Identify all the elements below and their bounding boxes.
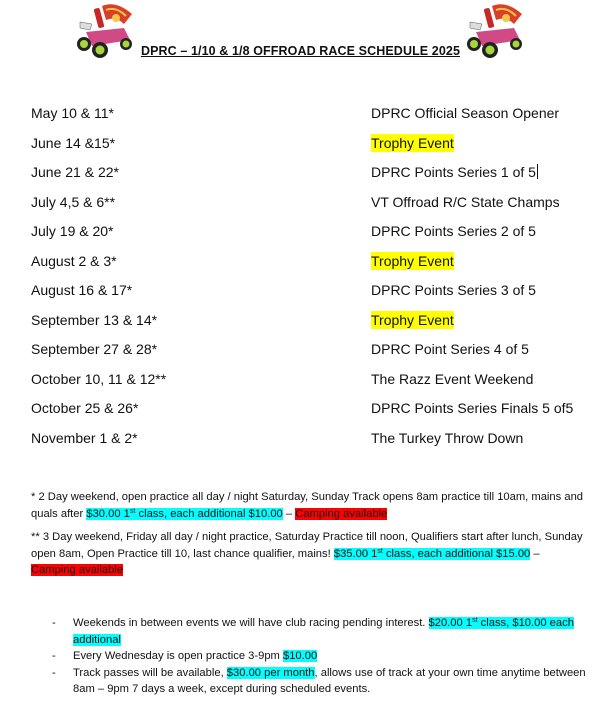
three-day-note: ** 3 Day weekend, Friday all day / night practice, Saturday Practice till noon, Qualifiers start after lunch, Sunday open 8am, Open Practice till 10, last chance qualifier, mains! $35.00 1st class, each additional $15.00 – Camping available bbox=[31, 531, 583, 576]
schedule-row bbox=[31, 340, 591, 370]
event-name: VT Offroad R/C State Champs bbox=[371, 193, 560, 210]
event-name-trophy: Trophy Event bbox=[371, 134, 454, 151]
club-racing-price: $20.00 1st class, $10.00 each additional bbox=[73, 617, 574, 646]
schedule-row bbox=[31, 370, 591, 400]
schedule-row bbox=[31, 104, 591, 134]
list-item-wednesday: - Every Wednesday is open practice 3-9pm $10.00 bbox=[52, 648, 588, 665]
bullet-dash: - bbox=[52, 617, 56, 629]
event-date: May 10 & 11* bbox=[31, 105, 115, 121]
schedule-row bbox=[31, 134, 591, 164]
two-day-price: $30.00 1st class, each additional $10.00 bbox=[86, 507, 283, 520]
schedule-row bbox=[31, 163, 591, 193]
event-name-trophy: Trophy Event bbox=[371, 311, 454, 328]
event-date: August 2 & 3* bbox=[31, 252, 117, 269]
text-cursor bbox=[537, 164, 538, 179]
schedule-row bbox=[31, 399, 591, 429]
list-item-club-racing: - Weekends in between events we will have club racing pending interest. $20.00 1st class, $10.00 each additional bbox=[52, 617, 574, 646]
schedule-row bbox=[31, 252, 591, 282]
event-name: DPRC Points Series 1 of 5 bbox=[371, 164, 536, 180]
event-date: November 1 & 2* bbox=[31, 429, 138, 446]
schedule-row bbox=[31, 222, 591, 252]
track-pass-price: $30.00 per month bbox=[226, 666, 315, 679]
event-name: DPRC Points Series 3 of 5 bbox=[371, 282, 536, 298]
three-day-price: $35.00 1st class, each additional $15.00 bbox=[333, 547, 531, 560]
event-date: September 27 & 28* bbox=[31, 341, 158, 357]
event-date: June 21 & 22* bbox=[31, 164, 119, 180]
list-item-track-pass: - Track passes will be available, $30.00 per month, allows use of track at your own time anytime between 8am – 9pm 7 days a week, except during scheduled events. bbox=[52, 666, 586, 695]
event-date: July 19 & 20* bbox=[31, 223, 114, 239]
event-date: June 14 &15* bbox=[31, 134, 116, 151]
event-date: October 10, 11 & 12** bbox=[31, 370, 167, 387]
schedule-row bbox=[31, 311, 591, 341]
event-name: DPRC Official Season Opener bbox=[371, 105, 560, 121]
schedule-row bbox=[31, 429, 591, 459]
two-day-note: * 2 Day weekend, open practice all day / night Saturday, Sunday Track opens 8am practice till 10am, mains and quals after $30.00 1st class, each additional $10.00 – Camping available bbox=[31, 491, 584, 520]
club-info-list bbox=[52, 615, 588, 698]
event-name-trophy: Trophy Event bbox=[371, 252, 454, 269]
event-name-with-cursor bbox=[371, 163, 538, 181]
page-title: DPRC – 1/10 & 1/8 OFFROAD RACE SCHEDULE 2025 bbox=[140, 44, 461, 58]
event-name: The Turkey Throw Down bbox=[371, 429, 524, 446]
event-date: October 25 & 26* bbox=[31, 400, 139, 416]
wednesday-price: $10.00 bbox=[282, 650, 318, 662]
event-name: DPRC Points Series 2 of 5 bbox=[371, 223, 536, 239]
bullet-dash: - bbox=[52, 650, 56, 662]
event-date: August 16 & 17* bbox=[31, 282, 133, 298]
event-name: The Razz Event Weekend bbox=[371, 370, 534, 387]
schedule-notes bbox=[31, 489, 587, 586]
schedule-row bbox=[31, 193, 591, 223]
event-date: July 4,5 & 6** bbox=[31, 193, 116, 210]
schedule-row bbox=[31, 281, 591, 311]
event-name: DPRC Point Series 4 of 5 bbox=[371, 341, 529, 357]
race-schedule bbox=[31, 104, 591, 458]
bullet-dash: - bbox=[52, 666, 56, 679]
camping-badge: Camping available bbox=[31, 564, 124, 576]
event-date: September 13 & 14* bbox=[31, 311, 158, 328]
event-name: DPRC Points Series Finals 5 of5 bbox=[371, 400, 574, 416]
camping-badge: Camping available bbox=[295, 507, 388, 520]
